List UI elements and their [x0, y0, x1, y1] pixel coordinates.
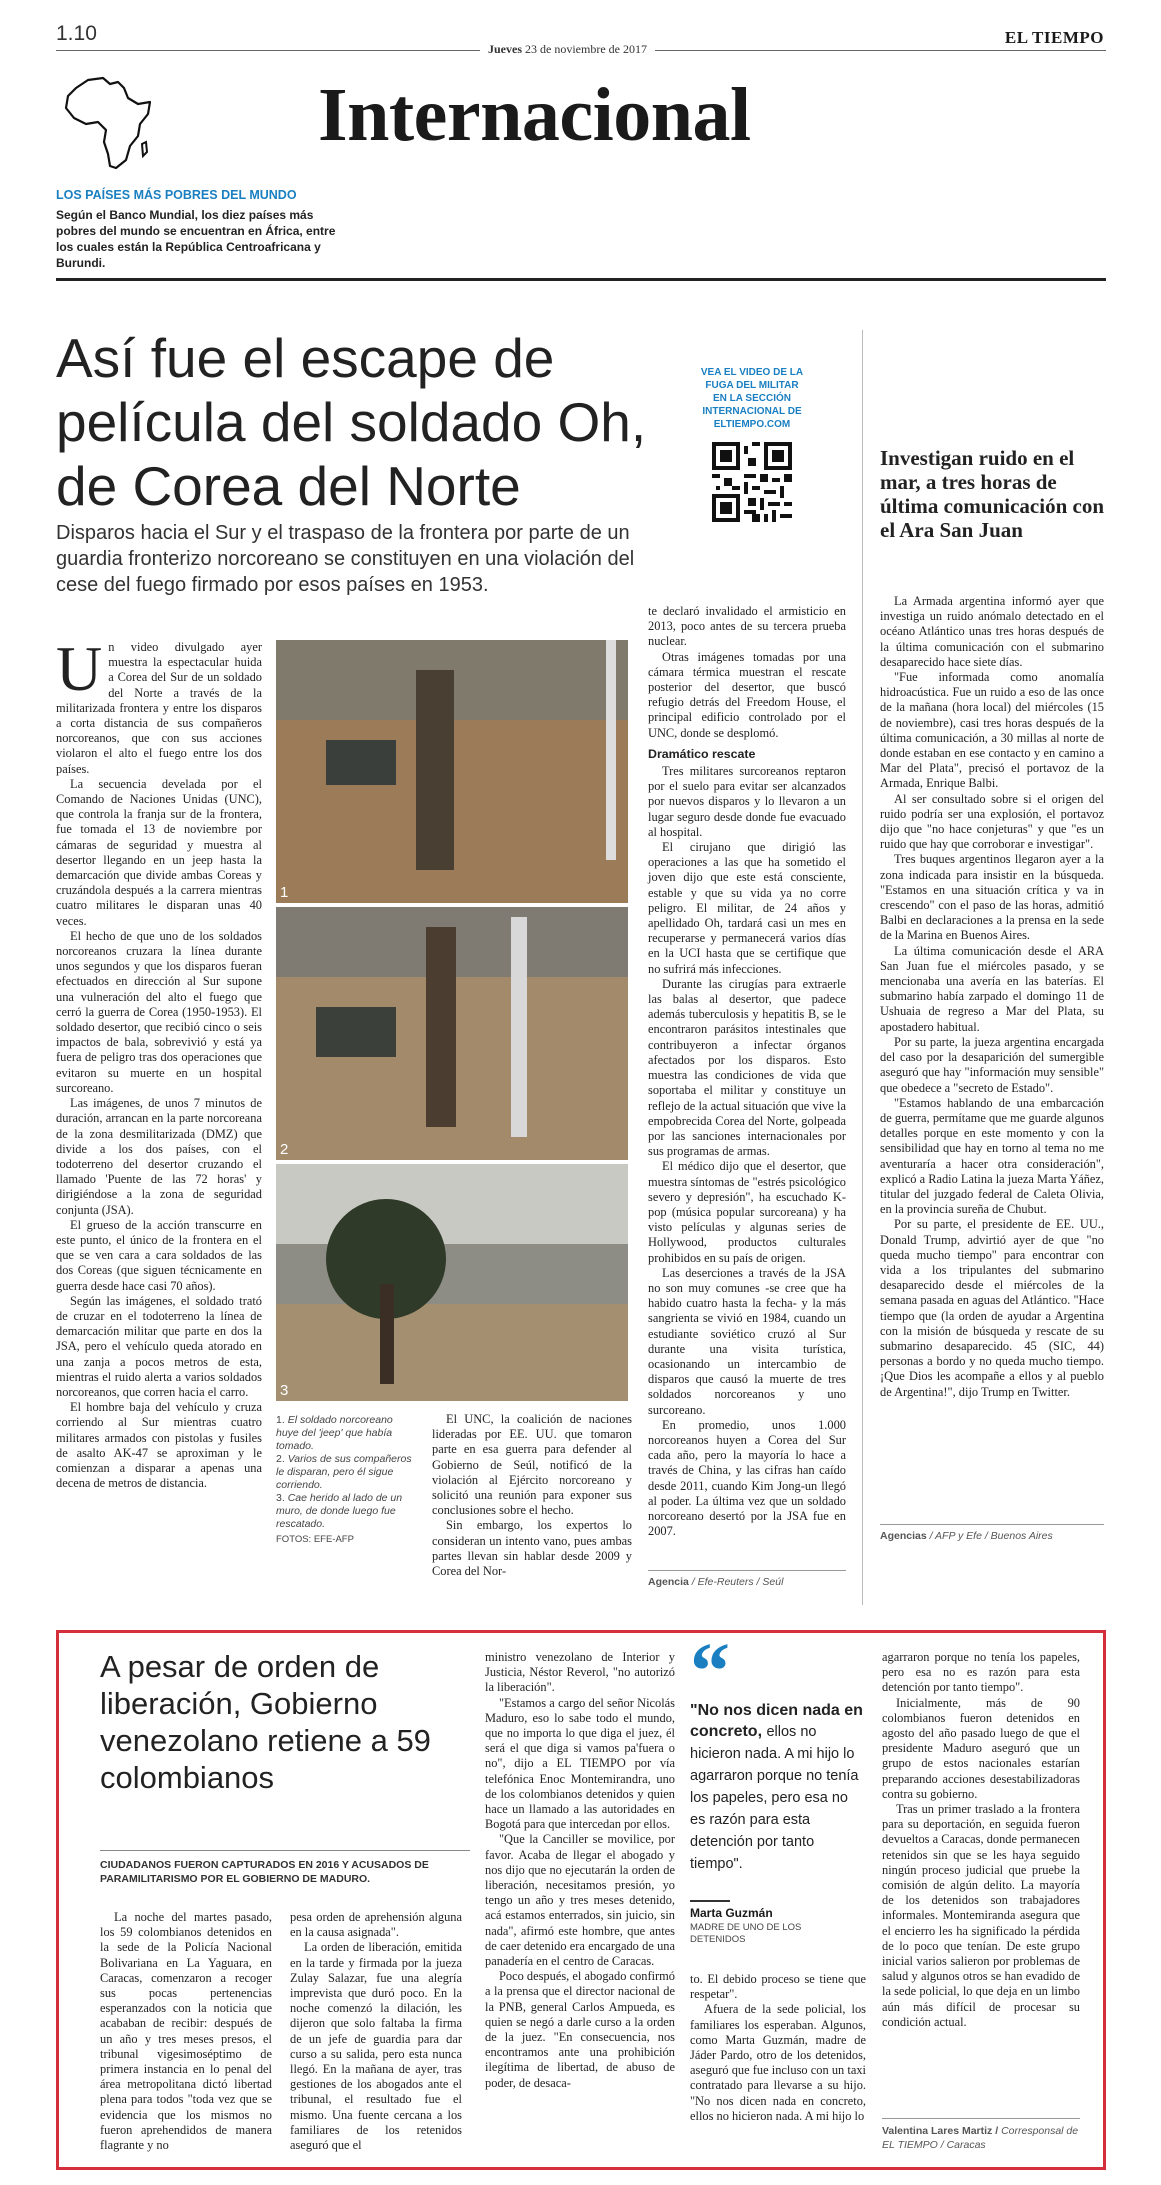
quote-bold: "No nos dicen nada en concreto, — [690, 1702, 863, 1740]
paragraph: La secuencia develada por el Comando de Naciones Unidas (UNC), que controla la franja sur de la frontera, fue tomada el 13 de noviembre por cámaras de seguridad y muestra al desertor llegando en un jeep hasta la demarcación que divide ambas Coreas y cruzándola después a la carrera mientras cuatro militares le disparan unas 40 veces. — [56, 776, 262, 928]
paragraph: Según las imágenes, el soldado trató de cruzar en el todoterreno la línea de demarcación militar que parte en dos la JSA, pero el vehículo queda atorado en una zanja a pocos metros de esta, mientras el ruido alerta a varios soldados norcoreanos, que corren hacia el carro. — [56, 1293, 262, 1399]
quote-rule — [690, 1900, 730, 1902]
box-col-1 — [100, 1910, 272, 2153]
side-headline: Investigan ruido en el mar, a tres horas de última comunicación con el Ara San Juan — [880, 446, 1104, 542]
paragraph: La orden de liberación, emitida en la tarde y firmada por la jueza Zulay Salazar, fue una alegría imprevista que duró poco. En la noche comenzó la dilación, les dijeron que solo faltaba la firma de un jefe de guardia para dar curso a su salida, pero esta nunca llegó. En la mañana de ayer, tras gestiones de los abogados ante el tribunal, el resultado fue el mismo. Una fuente cercana a los familiares de los retenidos aseguró que el — [290, 1940, 462, 2153]
pull-quote — [690, 1700, 866, 1875]
credit-rule — [648, 1570, 846, 1571]
paragraph: Por su parte, el presidente de EE. UU., Donald Trump, advirtió ayer de que "no queda mucho tiempo" para encontrar con vida a los tripulantes del submarino desaparecido desde el miércoles de la semana pasada en aguas del Atlántico. "Hace tiempo que (la orden de ayudar a Argentina con la misión de búsqueda y rescate de su submarino desaparecido. 45 (SIC, 44) personas a bordo y no queda mucho tiempo. ¡Que Dios les acompañe a ellos y al pueblo de Argentina!", dijo Trump en Twitter. — [880, 1217, 1104, 1399]
box-col-3 — [485, 1650, 675, 2091]
qr-code-icon[interactable] — [712, 442, 792, 522]
photo-number: 1 — [280, 884, 289, 901]
photo-number: 2 — [280, 1141, 289, 1158]
africa-map-icon — [58, 72, 158, 174]
box-col-5 — [882, 1650, 1080, 2030]
quote-role: MADRE DE UNO DE LOS DETENIDOS — [690, 1922, 802, 1945]
qr-caption: VEA EL VIDEO DE LA FUGA DEL MILITAR EN LA SECCIÓN INTERNACIONAL DE ELTIEMPO.COM — [700, 367, 804, 430]
paragraph: El hombre baja del vehículo y cruza corriendo al Sur mientras cuatro militares armados con pistolas y fusiles de asalto AK-47 se aproximan y le comienzan a disparar a apenas una decena de metros de distancia. — [56, 1400, 262, 1491]
box-col-4 — [690, 1972, 866, 2124]
photo-1 — [276, 640, 628, 903]
section-title: Internacional — [318, 73, 751, 157]
quote-name: Marta Guzmán — [690, 1906, 773, 1920]
paragraph: Durante las cirugías para extraerle las balas al desertor, que padece además tuberculosis y hepatitis B, se le encontraron parásitos intestinales que contribuyeron a infectar órganos afectados por los disparos. Esto muestra las condiciones de vida que soportaba el militar y constituye un reflejo de la actual situación que vive la empobrecida Corea del Norte, golpeada por las sanciones internacionales por sus programas de armas. — [648, 976, 846, 1159]
box-kicker: CIUDADANOS FUERON CAPTURADOS EN 2016 Y ACUSADOS DE PARAMILITARISMO POR EL GOBIERNO DE MADURO. — [100, 1859, 429, 1885]
paragraph: "Estamos hablando de una embarcación de guerra, permítame que me guarde algunos detalles porque en este momento y con la sensibilidad que hay en torno al tema no me aventuraría a hacer otra consideración", explicó a Radio Latina la jueza Marta Yáñez, titular del juzgado federal de Caleta Olivia, en la provincia sureña de Chubut. — [880, 1095, 1104, 1217]
paragraph: El UNC, la coalición de naciones lideradas por EE. UU. que tomaron parte en esa guerra para defender al Gobierno de Seúl, notificó de la violación al Ejército norcoreano y solicitó una reunión para exponer sus conclusiones sobre el hecho. — [432, 1412, 632, 1518]
fact-title: LOS PAÍSES MÁS POBRES DEL MUNDO — [56, 188, 297, 202]
photo-2 — [276, 907, 628, 1160]
paragraph: Las imágenes, de unos 7 minutos de duración, arrancan en la parte norcoreana de la zona desmilitarizada (DMZ) que divide a los dos países, con el todoterreno del desertor cruzando el llamado 'Puente de las 72 horas' y dirigiéndose a la zona de seguridad conjunta (JSA). — [56, 1096, 262, 1217]
date-rest: 23 de noviembre de 2017 — [525, 42, 647, 56]
box-credit: Valentina Lares Martiz / Corresponsal de EL TIEMPO / Caracas — [882, 2125, 1079, 2151]
paragraph: La última comunicación desde el ARA San Juan fue el miércoles pasado, y se mencionaba una avería en las baterías. El submarino había zarpado el domingo 11 de Ushuaia de regreso a Mar del Plata, su apostadero habitual. — [880, 943, 1104, 1034]
date-day: Jueves — [488, 42, 522, 56]
paragraph: ministro venezolano de Interior y Justicia, Néstor Reverol, "no autorizó la liberación". — [485, 1650, 675, 1695]
brand-logo: EL TIEMPO — [999, 28, 1104, 48]
side-body — [880, 594, 1104, 1400]
paragraph: Otras imágenes tomadas por una cámara térmica muestran el rescate posterior del desertor, que buscó refugio detrás del Freedom House, el principal edificio controlado por el UNC, donde se desplomó. — [648, 649, 846, 740]
subhead: Dramático rescate — [648, 746, 756, 761]
main-headline: Así fue el escape de película del soldado Oh, de Corea del Norte — [56, 327, 647, 517]
paragraph: En promedio, unos 1.000 norcoreanos huyen a Corea del Sur cada año, pero la mayoría lo hace a través de China, y las cifras han caído desde 2011, cuando Kim Jong-un llegó al poder. La última vez que un soldado norcoreano desertó por la JSA fue en 2007. — [648, 1417, 846, 1539]
dropcap: U — [56, 633, 103, 704]
box-col-2 — [290, 1910, 462, 2153]
fact-text: Según el Banco Mundial, los diez países más pobres del mundo se encuentran en África, entre los cuales están la República Centroafricana y Burundi. — [56, 208, 336, 270]
quote-rest: ellos no hicieron nada. A mi hijo lo agarraron porque no tenía los papeles, pero esa no es razón para esta detención por tanto tiempo". — [690, 1724, 859, 1872]
paragraph: Las deserciones a través de la JSA no son muy comunes -se cree que ha habido cuatro hasta la fecha- y la más sangrienta se vivió en 1984, cuando un estudiante soviético cruzó al Sur durante una visita turística, ocasionando un intercambio de disparos que causó la muerte de tres soldados norcoreanos y uno surcoreano. — [648, 1265, 846, 1417]
paragraph: Tras un primer traslado a la frontera para su deportación, en seguida fueron devueltos a Caracas, donde permanecen retenidos sin que se les haya seguido ningún proceso judicial que pruebe la comisión de algún delito. La mayoría de los detenidos son trabajadores informales. Montemiranda asegura que el encierro les ha significado la pérdida de lo poco que tenían. De este grupo inicial varios salieron por problemas de salud y algunos otros se han evadido de la sede policial, lo que deja en un limbo aún más difícil de procesar su condición actual. — [882, 1802, 1080, 2029]
side-credit-rule — [880, 1524, 1104, 1525]
paragraph: La noche del martes pasado, los 59 colombianos detenidos en la sede de la Policía Nacional Bolivariana en La Yaguara, en Caracas, comenzaron a recoger sus pocas pertenencias esperanzados con la noticia que acababan de recibir: después de un año y tres meses presos, el tribunal vigesimoséptimo de primera instancia en lo penal del área metropolitana dictó libertad plena para todos "toda vez que se evidencia que los mismos no fueron aprehendidos de manera flagrante y no — [100, 1910, 272, 2153]
kicker-rule — [100, 1850, 470, 1851]
photo-3 — [276, 1164, 628, 1401]
paragraph: te declaró invalidado el armisticio en 2013, poco antes de su tercera prueba nuclear. — [648, 604, 846, 649]
paragraph: Al ser consultado sobre si el origen del ruido podría ser una explosión, el portavoz dijo que "no hace conjeturas" y que "es un ruido que hay que corroborar e investigar". — [880, 791, 1104, 852]
paragraph: n video divulgado ayer muestra la espectacular huida a Corea del Sur de un soldado del Norte a través de la militarizada frontera y entre los disparos a corta distancia de sus compañeros norcoreanos, que con sus acciones violaron el alto el fuego entre los dos países. — [56, 640, 262, 776]
paragraph: agarraron porque no tenía los papeles, pero esa no es razón para esta detención por tanto tiempo". — [882, 1650, 1080, 1695]
paragraph: Poco después, el abogado confirmó a la prensa que el director nacional de la PNB, general Carlos Ampueda, es quien se negó a darle curso a la orden de la juez. "En consecuencia, nos encontramos ante una prohibición ilegítima de libertad, de abuso de poder, de desaca- — [485, 1969, 675, 2090]
header-bottom-rule — [56, 278, 1106, 281]
column-divider — [862, 330, 863, 1605]
main-col-1 — [56, 633, 262, 1491]
paragraph: pesa orden de aprehensión alguna en la causa asignada". — [290, 1910, 462, 1940]
paragraph: El médico dijo que el desertor, que muestra síntomas de "estrés psicológico severo y depresión", ha escuchado K-pop (música popular surcoreana) y ha visto películas y algunas series de Hollywood, productos culturales prohibidos en su país de origen. — [648, 1159, 846, 1265]
quote-mark-icon: “ — [690, 1628, 730, 1716]
paragraph: El hecho de que uno de los soldados norcoreanos cruzara la línea durante unos segundos y que los disparos fueran efectuados en dirección al Sur supone una vulneración del alto el fuego que cerró la guerra de Corea (1950-1953). El soldado desertor, que recibió cinco o seis impactos de bala, sobrevivió y está ya fuera de peligro tras dos operaciones que evitaron su muerte en un hospital surcoreano. — [56, 928, 262, 1095]
box-credit-rule — [882, 2118, 1080, 2119]
side-credit: Agencias / AFP y Efe / Buenos Aires — [880, 1530, 1053, 1542]
photo-number: 3 — [280, 1382, 289, 1399]
main-col-3 — [432, 1412, 632, 1579]
paragraph: El grueso de la acción transcurre en este punto, el único de la frontera en el que se ven cara a cara soldados de las dos Coreas (que siguen técnicamente en guerra desde hace casi 70 años). — [56, 1217, 262, 1293]
box-headline: A pesar de orden de liberación, Gobierno venezolano retiene a 59 colombianos — [100, 1649, 431, 1795]
page-date — [480, 42, 655, 57]
paragraph: Sin embargo, los expertos lo consideran un intento vano, pues ambas partes llevan sin hablar desde 2009 y Corea del Nor- — [432, 1518, 632, 1579]
main-dek: Disparos hacia el Sur y el traspaso de la frontera por parte de un guardia fronterizo norcoreano se constituyen en una violación del cese del fuego firmado por esos países en 1953. — [56, 522, 635, 596]
page-number: 1.10 — [56, 22, 97, 45]
paragraph: "Estamos a cargo del señor Nicolás Maduro, eso lo sabe todo el mundo, que no importa lo que diga el juez, él será el que diga si vamos pa'fuera o no", dijo a EL TIEMPO por vía telefónica Enoc Montemirandra, uno de los colombianos detenidos y quien hace un llamado a las autoridades en Bogotá para que intercedan por ellos. — [485, 1695, 675, 1832]
paragraph: to. El debido proceso se tiene que respetar". — [690, 1972, 866, 2002]
photo-captions — [276, 1414, 416, 1546]
paragraph: Por su parte, la jueza argentina encargada del caso por la desaparición del sumergible aseguró que hay "información muy sensible" que obedece a "secreto de Estado". — [880, 1034, 1104, 1095]
caption-2: 2. Varios de sus compañeros le disparan, pero él sigue corriendo. — [276, 1453, 412, 1491]
paragraph: Tres militares surcoreanos reptaron por el suelo para evitar ser alcanzados por nuevos disparos y lo llevaron a un lugar seguro desde donde fue evacuado al hospital. — [648, 764, 846, 839]
photo-credit: FOTOS: EFE-AFP — [276, 1534, 354, 1545]
paragraph: "Fue informada como anomalía hidroacústica. Fue un ruido a eso de las once de la mañana (hora local) del miércoles (15 de noviembre), casi tres horas después de la última comunicación, a 30 millas al norte de donde estaban en ese contacto y en camino a Mar del Plata", precisó el portavoz de la Armada, Enrique Balbi. — [880, 670, 1104, 791]
main-col-4 — [648, 604, 846, 1539]
paragraph: Tres buques argentinos llegaron ayer a la zona indicada para insistir en la búsqueda. "Estamos en una situación crítica y va in crescendo" con el paso de las horas, admitió Balbi en declaraciones a la prensa en la sede de la Marina en Buenos Aires. — [880, 852, 1104, 943]
paragraph: "Que la Canciller se movilice, por favor. Acaba de llegar el abogado y nos dijo que no ejecutarán la orden de liberación, necesitamos presión, yo tengo un año y tres meses detenido, acá estamos enterrados, sin juicio, sin nada", afirmó este hombre, que antes de caer detenido era encargado de una panadería en el centro de Caracas. — [485, 1832, 675, 1969]
caption-3: 3. Cae herido al lado de un muro, de donde luego fue rescatado. — [276, 1492, 403, 1530]
paragraph: Inicialmente, más de 90 colombianos fueron detenidos en agosto del año pasado luego de que el presidente Maduro aseguró que un grupo de estos nacionales estarían preparando acciones desestabilizadoras contra su gobierno. — [882, 1695, 1080, 1801]
main-credit: Agencia / Efe-Reuters / Seúl — [648, 1576, 784, 1588]
paragraph: La Armada argentina informó ayer que investiga un ruido anómalo detectado en el océano Atlántico unas tres horas después de la última comunicación con el submarino desaparecido hace siete días. — [880, 594, 1104, 669]
paragraph: Afuera de la sede policial, los familiares los esperaban. Algunos, como Marta Guzmán, madre de Jáder Pardo, otro de los detenidos, aseguró que fue incluso con un taxi contratado para llevarse a su hijo. "No nos dicen nada en concreto, ellos no hicieron nada. A mi hijo lo — [690, 2002, 866, 2123]
caption-1: 1. El soldado norcoreano huye del 'jeep' que había tomado. — [276, 1414, 393, 1452]
paragraph: El cirujano que dirigió las operaciones a las que ha sometido el joven dijo que este está consciente, estable y que su vida ya no corre peligro. El militar, de 24 años y apellidado Oh, tardará casi un mes en recuperarse y permanecerá varios días en la UCI hasta que se certifique que no sufrirá más infecciones. — [648, 840, 846, 976]
